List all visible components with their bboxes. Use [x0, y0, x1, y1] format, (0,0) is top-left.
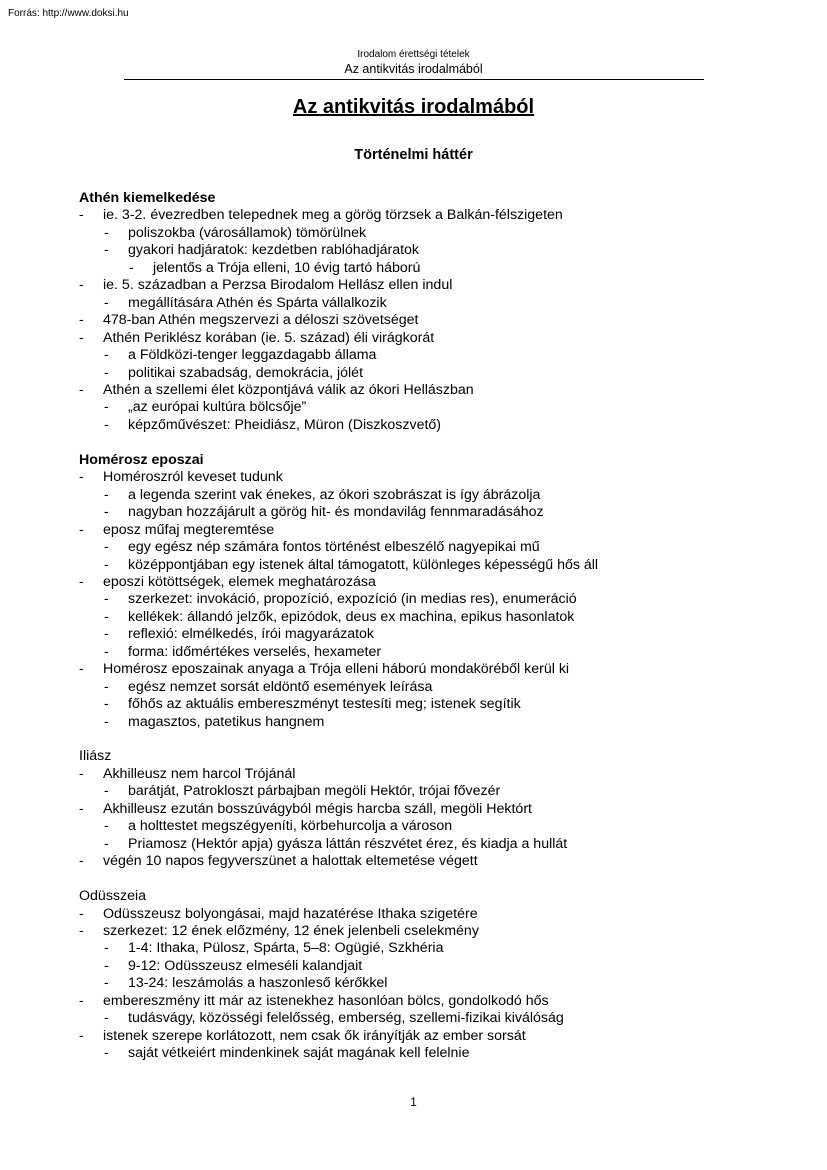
bullet-item — [79, 382, 759, 399]
bullet-text: forma: időmértékes verselés, hexameter — [128, 643, 382, 660]
bullet-dash: - — [104, 416, 109, 433]
bullet-dash: - — [79, 277, 84, 294]
bullet-text: nagyban hozzájárult a görög hit- és mondavilág fennmaradásához — [128, 504, 544, 521]
bullet-dash: - — [79, 765, 84, 782]
bullet-item — [79, 923, 759, 940]
bullet-item — [79, 696, 759, 713]
bullet-item — [79, 225, 759, 242]
bullet-text: Athén Periklész korában (ie. 5. század) éli virágkorát — [103, 329, 435, 346]
bullet-item — [79, 940, 759, 957]
source-line: Forrás: http://www.doksi.hu — [8, 8, 129, 19]
bullet-text: egy egész nép számára fontos történést elbeszélő nagyepikai mű — [128, 539, 540, 556]
bullet-item — [79, 399, 759, 416]
bullet-dash: - — [104, 556, 109, 573]
bullet-dash: - — [79, 905, 84, 922]
bullet-dash: - — [104, 539, 109, 556]
bullet-text: 1-4: Ithaka, Pülosz, Spárta, 5–8: Ogügié, Szkhéria — [128, 940, 444, 957]
bullet-dash: - — [104, 399, 109, 416]
bullet-text: politikai szabadság, demokrácia, jólét — [128, 364, 364, 381]
bullet-text: reflexió: elmélkedés, írói magyarázatok — [128, 626, 375, 643]
bullet-dash: - — [79, 469, 84, 486]
bullet-dash: - — [79, 661, 84, 678]
header-rule — [124, 79, 704, 80]
bullet-dash: - — [104, 294, 109, 311]
bullet-dash: - — [104, 1045, 109, 1062]
bullet-item — [79, 644, 759, 661]
bullet-dash: - — [104, 364, 109, 381]
bullet-item — [79, 906, 759, 923]
bullet-text: főhős az aktuális embereszményt testesíti meg; istenek segítik — [128, 696, 521, 713]
bullet-item — [79, 417, 759, 434]
bullet-item — [79, 853, 759, 870]
bullet-item — [79, 609, 759, 626]
bullet-text: Athén a szellemi élet központjává válik az ókori Hellászban — [103, 381, 474, 398]
bullet-dash: - — [79, 853, 84, 870]
bullet-text: gyakori hadjáratok: kezdetben rablóhadjáratok — [128, 242, 420, 259]
bullet-item — [79, 661, 759, 678]
bullet-text: saját vétkeiért mindenkinek saját magának kell felelnie — [128, 1045, 470, 1062]
document-body — [79, 190, 759, 1063]
bullet-text: 9-12: Odüsszeusz elmeséli kalandjait — [128, 957, 363, 974]
bullet-text: Odüsszeusz bolyongásai, majd hazatérése Ithaka szigetére — [103, 905, 478, 922]
bullet-dash: - — [79, 329, 84, 346]
bullet-item — [79, 626, 759, 643]
bullet-dash: - — [79, 521, 84, 538]
bullet-dash: - — [79, 573, 84, 590]
bullet-item — [79, 1010, 759, 1027]
bullet-dash: - — [79, 922, 84, 939]
bullet-item — [79, 522, 759, 539]
bullet-text: Homérosz eposzainak anyaga a Trója elleni háború mondaköréből kerül ki — [103, 661, 570, 678]
bullet-dash: - — [104, 591, 109, 608]
bullet-text: a Földközi-tenger leggazdagabb állama — [128, 347, 377, 364]
bullet-dash: - — [104, 957, 109, 974]
bullet-item — [79, 1045, 759, 1062]
bullet-item — [79, 1028, 759, 1045]
bullet-text: 478-ban Athén megszervezi a déloszi szövetséget — [103, 312, 419, 329]
bullet-dash: - — [79, 992, 84, 1009]
bullet-text: ie. 3-2. évezredben telepednek meg a görög törzsek a Balkán-félszigeten — [103, 207, 563, 224]
bullet-text: tudásvágy, közösségi felelősség, emberség, szellemi-fizikai kiválóság — [128, 1010, 564, 1027]
section-heading: Athén kiemelkedése — [79, 190, 216, 206]
bullet-item — [79, 591, 759, 608]
page-title: Az antikvitás irodalmából — [292, 96, 535, 118]
bullet-text: ie. 5. században a Perzsa Birodalom Hellász ellen indul — [103, 277, 453, 294]
bullet-item — [79, 557, 759, 574]
bullet-dash: - — [104, 224, 109, 241]
bullet-text: „az európai kultúra bölcsője” — [128, 399, 307, 416]
bullet-item — [79, 347, 759, 364]
bullet-text: barátját, Patrokloszt párbajban megöli Hektór, trójai fővezér — [128, 783, 501, 800]
bullet-dash: - — [104, 608, 109, 625]
bullet-text: eposzi kötöttségek, elemek meghatározása — [103, 573, 376, 590]
bullet-text: Homéroszról keveset tudunk — [103, 469, 283, 486]
bullet-item — [79, 365, 759, 382]
bullet-dash: - — [129, 259, 134, 276]
bullet-item — [79, 993, 759, 1010]
bullet-item — [79, 958, 759, 975]
bullet-text: 13-24: leszámolás a haszonleső kérőkkel — [128, 975, 388, 992]
bullet-item — [79, 295, 759, 312]
bullet-dash: - — [104, 242, 109, 259]
bullet-dash: - — [79, 800, 84, 817]
bullet-item — [79, 836, 759, 853]
bullet-item — [79, 487, 759, 504]
bullet-dash: - — [79, 312, 84, 329]
bullet-text: szerkezet: 12 ének előzmény, 12 ének jelenbeli cselekmény — [103, 922, 479, 939]
bullet-item — [79, 469, 759, 486]
bullet-item — [79, 783, 759, 800]
section-heading: Iliász — [79, 748, 112, 765]
bullet-text: Priamosz (Hektór apja) gyásza láttán részvétet érez, és kiadja a hullát — [128, 835, 568, 852]
bullet-dash: - — [104, 835, 109, 852]
bullet-item — [79, 539, 759, 556]
bullet-dash: - — [104, 486, 109, 503]
bullet-item — [79, 312, 759, 329]
bullet-text: istenek szerepe korlátozott, nem csak ők irányítják az ember sorsát — [103, 1027, 526, 1044]
bullet-dash: - — [104, 940, 109, 957]
bullet-item — [79, 818, 759, 835]
section-heading: Homérosz eposzai — [79, 451, 204, 468]
bullet-dash: - — [104, 783, 109, 800]
bullet-dash: - — [104, 696, 109, 713]
bullet-text: magasztos, patetikus hangnem — [128, 713, 325, 730]
running-header-title: Az antikvitás irodalmából — [344, 62, 483, 76]
running-header-subject: Irodalom érettségi tételek — [357, 49, 470, 60]
bullet-text: a holttestet megszégyeníti, körbehurcolja a városon — [128, 818, 453, 835]
bullet-text: jelentős a Trója elleni, 10 évig tartó háború — [153, 259, 421, 276]
bullet-dash: - — [79, 381, 84, 398]
bullet-dash: - — [79, 1027, 84, 1044]
bullet-item — [79, 766, 759, 783]
bullet-dash: - — [79, 207, 84, 224]
bullet-item — [79, 330, 759, 347]
bullet-item — [79, 504, 759, 521]
bullet-text: végén 10 napos fegyverszünet a halottak eltemetése végett — [103, 853, 478, 870]
bullet-text: eposz műfaj megteremtése — [103, 521, 275, 538]
section — [79, 190, 759, 434]
bullet-text: poliszokba (városállamok) tömörülnek — [128, 224, 367, 241]
bullet-item — [79, 242, 759, 259]
bullet-dash: - — [104, 626, 109, 643]
bullet-item — [79, 207, 759, 224]
section — [79, 748, 759, 870]
bullet-item — [79, 277, 759, 294]
bullet-dash: - — [104, 504, 109, 521]
bullet-text: Akhilleusz ezután bosszúvágyból mégis harcba száll, megöli Hektórt — [103, 800, 532, 817]
bullet-dash: - — [104, 713, 109, 730]
bullet-text: képzőművészet: Pheidiász, Müron (Diszkoszvető) — [128, 416, 442, 433]
bullet-dash: - — [104, 1010, 109, 1027]
bullet-item — [79, 574, 759, 591]
bullet-text: kellékek: állandó jelzők, epizódok, deus ex machina, epikus hasonlatok — [128, 608, 575, 625]
bullet-text: szerkezet: invokáció, propozíció, expozíció (in medias res), enumeráció — [128, 591, 577, 608]
section — [79, 888, 759, 1063]
bullet-item — [79, 260, 759, 277]
bullet-item — [79, 801, 759, 818]
bullet-dash: - — [104, 818, 109, 835]
bullet-text: Akhilleusz nem harcol Trójánál — [103, 765, 296, 782]
page-subtitle: Történelmi háttér — [354, 147, 473, 163]
bullet-item — [79, 714, 759, 731]
bullet-item — [79, 679, 759, 696]
bullet-text: középpontjában egy istenek által támogatott, különleges képességű hős áll — [128, 556, 599, 573]
bullet-text: embereszmény itt már az istenekhez hasonlóan bölcs, gondolkodó hős — [103, 992, 549, 1009]
section-heading: Odüsszeia — [79, 888, 147, 905]
bullet-text: a legenda szerint vak énekes, az ókori szobrászat is így ábrázolja — [128, 486, 541, 503]
bullet-text: egész nemzet sorsát eldöntő események leírása — [128, 678, 433, 695]
bullet-item — [79, 975, 759, 992]
section — [79, 452, 759, 731]
bullet-text: megállítására Athén és Spárta vállalkozik — [128, 294, 387, 311]
page-number: 1 — [410, 1095, 417, 1109]
bullet-dash: - — [104, 643, 109, 660]
bullet-dash: - — [104, 347, 109, 364]
bullet-dash: - — [104, 678, 109, 695]
bullet-dash: - — [104, 975, 109, 992]
